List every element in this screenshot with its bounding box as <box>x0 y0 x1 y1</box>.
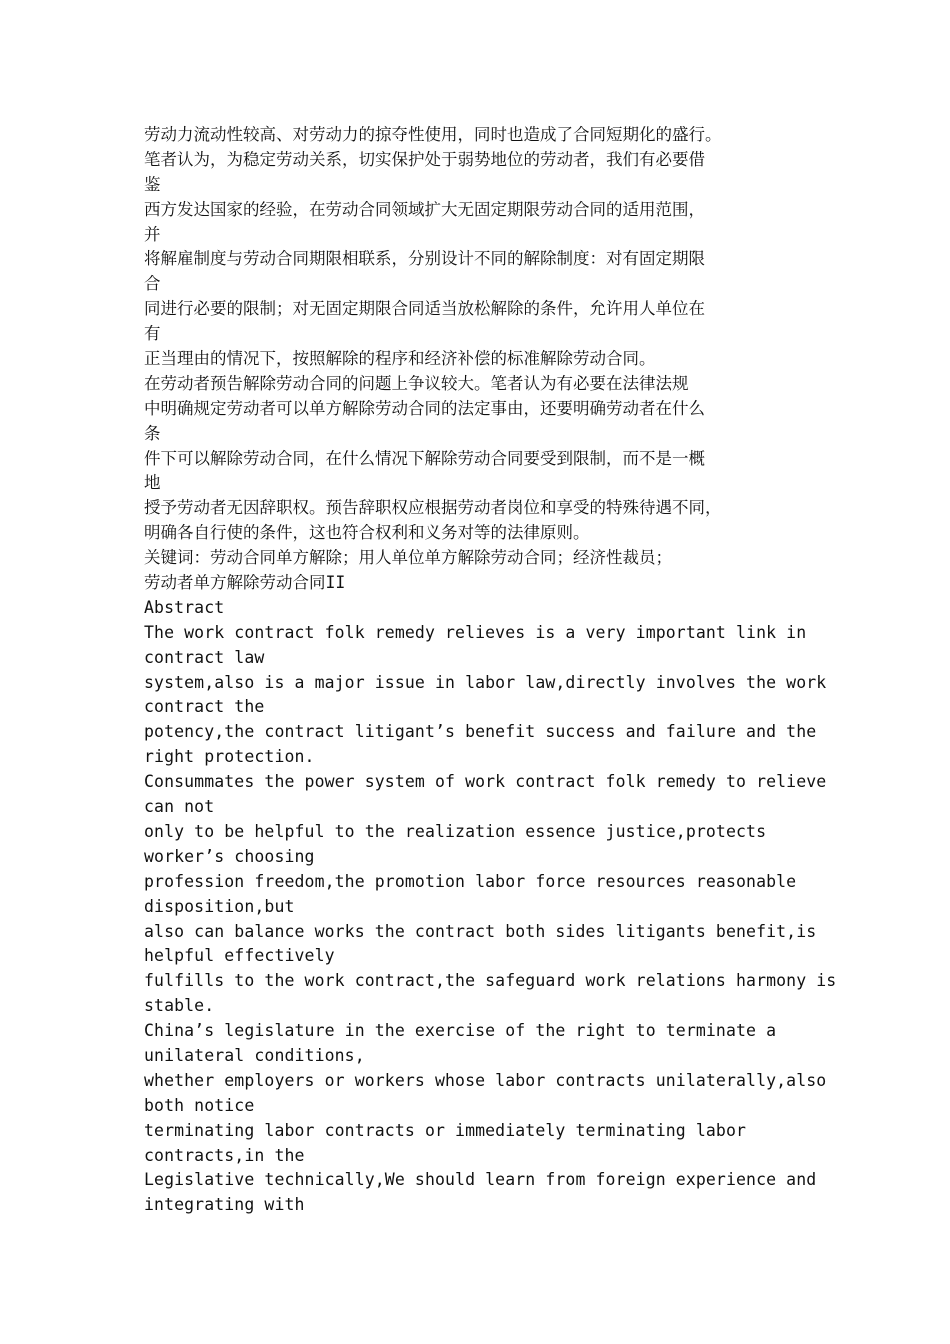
text-line: 鉴 <box>144 174 161 194</box>
text-line: China’s legislature in the exercise of the right to terminate a <box>144 1021 777 1041</box>
text-line: also can balance works the contract both sides litigants benefit,is <box>144 921 817 941</box>
text-line: 件下可以解除劳动合同，在什么情况下解除劳动合同要受到限制，而不是一概 <box>144 448 705 468</box>
text-line: contracts,in the <box>144 1145 305 1165</box>
text-line: 西方发达国家的经验，在劳动合同领域扩大无固定期限劳动合同的适用范围， <box>144 199 705 219</box>
text-line: 中明确规定劳动者可以单方解除劳动合同的法定事由，还要明确劳动者在什么 <box>144 398 705 418</box>
text-line: The work contract folk remedy relieves is a very important link in <box>144 622 807 642</box>
text-line: whether employers or workers whose labor contracts unilaterally,also <box>144 1070 827 1090</box>
document-body <box>144 123 837 1218</box>
text-line: worker’s choosing <box>144 846 315 866</box>
text-line: Consummates the power system of work contract folk remedy to relieve <box>144 772 827 792</box>
text-line: contract law <box>144 647 265 667</box>
keywords-line: 关键词：劳动合同单方解除；用人单位单方解除劳动合同；经济性裁员； <box>144 548 672 568</box>
text-line: can not <box>144 797 215 817</box>
text-line: disposition,but <box>144 896 295 916</box>
text-line: 同进行必要的限制；对无固定期限合同适当放松解除的条件，允许用人单位在 <box>144 299 705 319</box>
text-line: 授予劳动者无因辞职权。预告辞职权应根据劳动者岗位和享受的特殊待遇不同， <box>144 498 722 518</box>
text-line: Legislative technically,We should learn from foreign experience and <box>144 1170 817 1190</box>
text-line: profession freedom,the promotion labor force resources reasonable <box>144 871 797 891</box>
text-line: contract the <box>144 697 265 717</box>
keywords-line: 劳动者单方解除劳动合同II <box>144 573 346 593</box>
text-line: potency,the contract litigant’s benefit success and failure and the <box>144 722 817 742</box>
text-line: 合 <box>144 274 161 294</box>
text-line: terminating labor contracts or immediately terminating labor <box>144 1120 747 1140</box>
text-line: 条 <box>144 423 161 443</box>
text-line: 地 <box>144 473 161 493</box>
text-line: 明确各自行使的条件，这也符合权利和义务对等的法律原则。 <box>144 523 590 543</box>
text-line: 将解雇制度与劳动合同期限相联系，分别设计不同的解除制度：对有固定期限 <box>144 249 705 269</box>
text-line: helpful effectively <box>144 946 335 966</box>
text-line: 劳动力流动性较高、对劳动力的掠夺性使用，同时也造成了合同短期化的盛行。 <box>144 125 722 144</box>
text-line: fulfills to the work contract,the safeguard work relations harmony is <box>144 971 837 991</box>
text-line: 有 <box>144 324 161 344</box>
text-line: system,also is a major issue in labor law,directly involves the work <box>144 672 827 692</box>
abstract-heading: Abstract <box>144 597 225 617</box>
text-line: 在劳动者预告解除劳动合同的问题上争议较大。笔者认为有必要在法律法规 <box>144 373 689 393</box>
text-line: integrating with <box>144 1195 305 1215</box>
text-line: unilateral conditions, <box>144 1045 365 1065</box>
text-line: stable. <box>144 996 215 1016</box>
text-line: 正当理由的情况下，按照解除的程序和经济补偿的标准解除劳动合同。 <box>144 349 656 369</box>
text-line: right protection. <box>144 747 315 767</box>
text-line: 并 <box>144 224 161 244</box>
text-line: only to be helpful to the realization essence justice,protects <box>144 821 767 841</box>
text-line: both notice <box>144 1095 255 1115</box>
text-line: 笔者认为，为稳定劳动关系，切实保护处于弱势地位的劳动者，我们有必要借 <box>144 149 705 169</box>
